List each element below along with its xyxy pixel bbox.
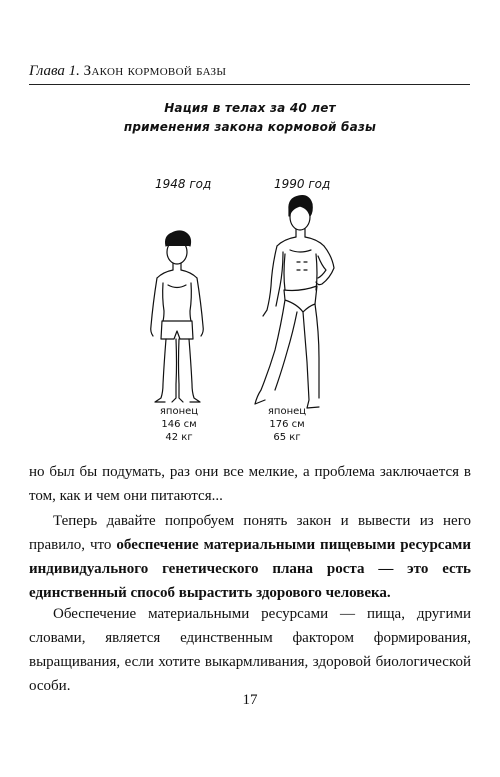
chapter-number: Глава 1.: [29, 63, 80, 79]
caption-1990-height: 176 см: [269, 419, 305, 430]
paragraph-2-bold: обеспечение материальными пищевыми ресурсами индивидуального генетического плана роста — это есть единственный способ вырастить здорового человека.: [29, 537, 471, 601]
paragraph-2-text: Теперь давайте попробуем понять закон и вывести из него правило, что: [29, 513, 471, 553]
illustration-title-line2: применения закона кормовой базы: [123, 120, 377, 134]
caption-1948: [144, 405, 214, 444]
chapter-title: Закон кормовой базы: [83, 63, 227, 79]
year-1948-label: 1948 год: [155, 177, 212, 191]
paragraph-3: Обеспечение материальными ресурсами — пища, другими словами, является единственным фактором формирования, выращивания, если хотите выкармливания, здоровой биологической особи.: [29, 606, 471, 694]
illustration-title-line1: Нация в телах за 40 лет: [164, 101, 336, 115]
figure-1948: [151, 231, 204, 402]
page-number: 17: [242, 692, 258, 708]
figure-1990: [255, 196, 334, 408]
year-1990-label: 1990 год: [274, 177, 331, 191]
caption-1990-label: японец: [267, 406, 307, 417]
paragraph-2: [29, 509, 471, 605]
caption-1948-height: 146 см: [161, 419, 197, 430]
caption-1990-weight: 65 кг: [273, 432, 301, 443]
caption-1948-label: японец: [159, 406, 199, 417]
caption-1948-weight: 42 кг: [165, 432, 193, 443]
paragraph-1: но был бы подумать, раз они все мелкие, а проблема заключается в том, как и чем они питаются...: [29, 464, 471, 504]
caption-1990: [252, 405, 322, 444]
